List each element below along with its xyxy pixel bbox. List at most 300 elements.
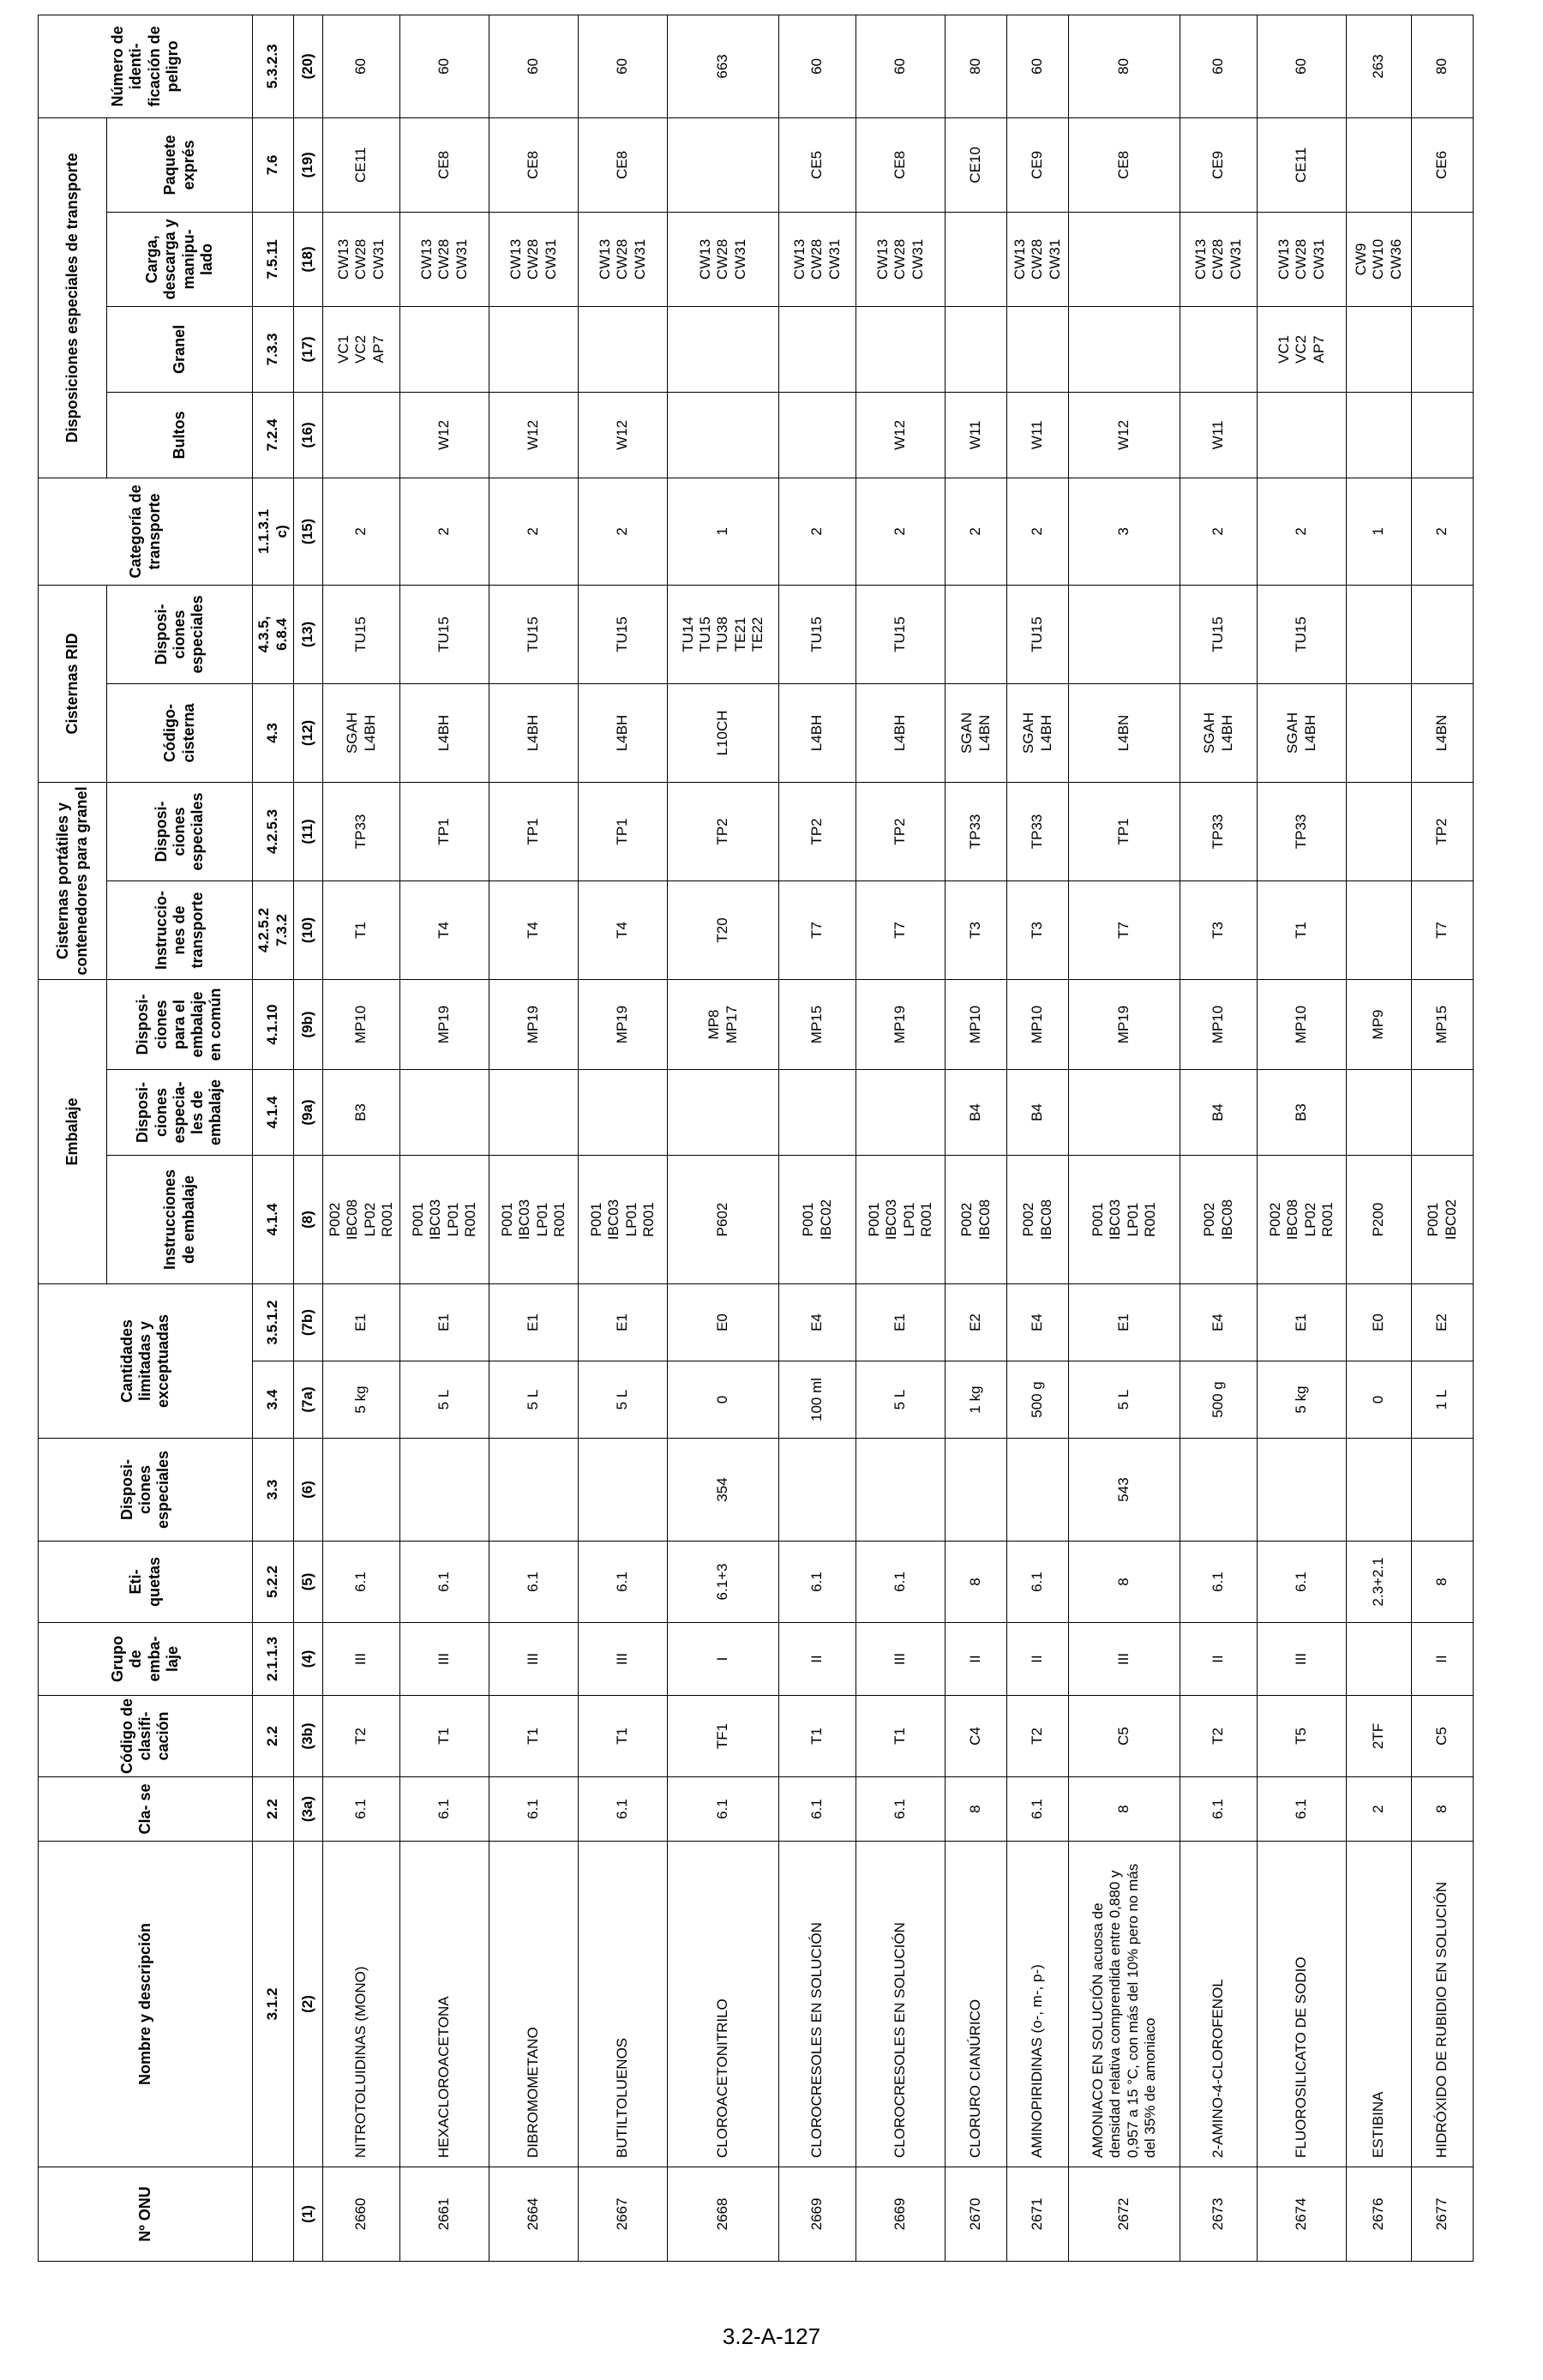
table-cell: 2 (946, 478, 1007, 585)
table-row (668, 15, 779, 2261)
table-cell: B4 (1180, 1070, 1258, 1156)
table-cell: 663 (668, 15, 779, 117)
table-row (400, 15, 489, 2261)
table-cell: L4BH (779, 683, 856, 782)
table-cell: TP33 (1258, 782, 1347, 880)
un-number-cell: 2677 (1412, 2167, 1474, 2262)
table-cell (779, 392, 856, 478)
table-cell: III (856, 1623, 946, 1696)
table-cell: E2 (1412, 1284, 1474, 1361)
table-cell: TU15 (400, 585, 489, 683)
table-row (579, 15, 668, 2261)
table-cell: CE8 (489, 117, 579, 212)
table-cell: T20 (668, 880, 779, 979)
table-cell: TF1 (668, 1696, 779, 1777)
table-cell: C5 (1069, 1696, 1180, 1777)
column-number: (13) (294, 585, 323, 683)
table-cell: TP33 (1180, 782, 1258, 880)
table-cell (323, 1439, 400, 1542)
header-cisternas-rid: Cisternas RID (39, 585, 107, 782)
table-cell: T2 (323, 1696, 400, 1777)
table-cell: 6.1 (323, 1542, 400, 1623)
table-cell: T1 (779, 1696, 856, 1777)
table-cell: P200 (1347, 1156, 1412, 1284)
table-cell: 2 (1258, 478, 1347, 585)
table-cell: T7 (856, 880, 946, 979)
table-cell (779, 306, 856, 392)
table-cell (856, 1439, 946, 1542)
table-cell (489, 306, 579, 392)
table-cell: CW13 CW28 CW31 (1007, 212, 1069, 306)
table-cell: MP19 (489, 979, 579, 1069)
table-cell: L4BN (1069, 683, 1180, 782)
table-cell: TP2 (779, 782, 856, 880)
table-cell: 8 (946, 1542, 1007, 1623)
header-instrucciones-embalaje: Instrucciones de embalaje (107, 1156, 253, 1284)
table-cell: B3 (323, 1070, 400, 1156)
header-carga: Carga, descarga y manipu- lado (107, 212, 253, 306)
table-cell: SGAH L4BH (1180, 683, 1258, 782)
table-cell: 5 L (400, 1361, 489, 1439)
table-cell: L4BH (489, 683, 579, 782)
table-cell: CE6 (1412, 117, 1474, 212)
name-cell: CLORURO CIANÚRICO (946, 1842, 1007, 2167)
table-cell: 5 L (1069, 1361, 1180, 1439)
section-ref: 2.1.1.3 (253, 1623, 294, 1696)
table-cell: 60 (779, 15, 856, 117)
table-cell: T4 (489, 880, 579, 979)
table-cell: 2 (579, 478, 668, 585)
table-cell: 354 (668, 1439, 779, 1542)
table-cell: E4 (1180, 1284, 1258, 1361)
table-cell (1412, 392, 1474, 478)
table-cell (323, 392, 400, 478)
table-cell: TP1 (1069, 782, 1180, 880)
header-disposiciones-transporte: Disposiciones especiales de transporte (39, 117, 107, 478)
table-cell: P002 IBC08 (946, 1156, 1007, 1284)
table-cell: 8 (1069, 1542, 1180, 1623)
table-cell: 60 (1180, 15, 1258, 117)
table-cell (1412, 1439, 1474, 1542)
table-cell (1007, 1439, 1069, 1542)
un-number-cell: 2664 (489, 2167, 579, 2262)
un-number-cell: 2667 (579, 2167, 668, 2262)
table-cell: 6.1 (1007, 1542, 1069, 1623)
table-cell: E2 (946, 1284, 1007, 1361)
header-instr-transporte: Instruccio- nes de transporte (107, 880, 253, 979)
table-cell: P002 IBC08 (1180, 1156, 1258, 1284)
table-cell: T1 (489, 1696, 579, 1777)
table-cell: MP10 (1258, 979, 1347, 1069)
table-cell: 6.1 (856, 1542, 946, 1623)
table-cell: CW13 CW28 CW31 (856, 212, 946, 306)
table-cell: 1 L (1412, 1361, 1474, 1439)
table-cell: 6.1+3 (668, 1542, 779, 1623)
table-cell (1412, 306, 1474, 392)
table-cell: 6.1 (400, 1542, 489, 1623)
table-cell: 8 (1412, 1542, 1474, 1623)
name-cell: NITROTOLUIDINAS (MONO) (323, 1842, 400, 2167)
table-cell: 6.1 (1258, 1777, 1347, 1842)
table-cell (1347, 782, 1412, 880)
column-number: (16) (294, 392, 323, 478)
table-cell (856, 306, 946, 392)
un-number-cell: 2669 (779, 2167, 856, 2262)
table-cell: 60 (323, 15, 400, 117)
table-cell: CE11 (1258, 117, 1347, 212)
table-cell: 1 kg (946, 1361, 1007, 1439)
table-cell: 2 (779, 478, 856, 585)
table-cell: W12 (856, 392, 946, 478)
table-cell: III (1069, 1623, 1180, 1696)
table-cell: TU15 (579, 585, 668, 683)
table-cell: CE9 (1007, 117, 1069, 212)
column-number: (12) (294, 683, 323, 782)
column-number-row (294, 15, 323, 2261)
table-cell: 80 (946, 15, 1007, 117)
table-cell: III (489, 1623, 579, 1696)
table-cell: II (1180, 1623, 1258, 1696)
table-cell: 6.1 (400, 1777, 489, 1842)
table-cell: TP33 (323, 782, 400, 880)
un-number-cell: 2660 (323, 2167, 400, 2262)
table-cell: 60 (489, 15, 579, 117)
table-cell: CW9 CW10 CW36 (1347, 212, 1412, 306)
section-ref: 4.3.5, 6.8.4 (253, 585, 294, 683)
table-cell: CE5 (779, 117, 856, 212)
table-cell: L4BH (856, 683, 946, 782)
table-cell: P001 IBC02 (779, 1156, 856, 1284)
column-number: (11) (294, 782, 323, 880)
table-cell: 500 g (1007, 1361, 1069, 1439)
page-number: 3.2-A-127 (722, 2323, 821, 2349)
table-cell: T7 (1412, 880, 1474, 979)
table-cell (1347, 1439, 1412, 1542)
table-cell: E1 (856, 1284, 946, 1361)
header-disp-cisternas-portatiles: Disposi- ciones especiales (107, 782, 253, 880)
table-cell: 2 (1007, 478, 1069, 585)
table-row (1412, 15, 1474, 2261)
table-cell: 6.1 (668, 1777, 779, 1842)
table-cell (400, 1070, 489, 1156)
table-cell: TU15 (323, 585, 400, 683)
table-cell (1069, 212, 1180, 306)
table-cell: T2 (1007, 1696, 1069, 1777)
table-cell (1412, 1070, 1474, 1156)
header-codigo: Código de clasifi- cación (39, 1696, 253, 1777)
table-row (779, 15, 856, 2261)
table-cell: TU14 TU15 TU38 TE21 TE22 (668, 585, 779, 683)
table-cell: III (323, 1623, 400, 1696)
section-ref: 5.2.2 (253, 1542, 294, 1623)
table-cell: SGAH L4BH (1258, 683, 1347, 782)
table-cell: W12 (400, 392, 489, 478)
table-cell: W11 (1180, 392, 1258, 478)
table-cell: VC1 VC2 AP7 (323, 306, 400, 392)
table-cell: CW13 CW28 CW31 (668, 212, 779, 306)
table-cell: 60 (1007, 15, 1069, 117)
table-cell: E1 (489, 1284, 579, 1361)
table-cell: SGAH L4BH (323, 683, 400, 782)
table-cell: 2 (856, 478, 946, 585)
section-ref: 2.2 (253, 1696, 294, 1777)
rotated-table-frame (38, 15, 1459, 2262)
table-cell: C5 (1412, 1696, 1474, 1777)
table-cell: 80 (1412, 15, 1474, 117)
table-cell: 60 (400, 15, 489, 117)
table-cell: 8 (1069, 1777, 1180, 1842)
table-cell (946, 585, 1007, 683)
column-number: (5) (294, 1542, 323, 1623)
table-cell: III (579, 1623, 668, 1696)
table-cell: TP33 (946, 782, 1007, 880)
table-cell (489, 1070, 579, 1156)
table-cell: 5 L (856, 1361, 946, 1439)
table-cell: CE11 (323, 117, 400, 212)
table-cell: T7 (1069, 880, 1180, 979)
table-cell: 8 (946, 1777, 1007, 1842)
table-cell: P001 IBC03 LP01 R001 (489, 1156, 579, 1284)
table-cell: P001 IBC03 LP01 R001 (400, 1156, 489, 1284)
table-cell (1258, 1439, 1347, 1542)
table-row (1180, 15, 1258, 2261)
table-cell (668, 306, 779, 392)
table-row (1069, 15, 1180, 2261)
table-cell (946, 212, 1007, 306)
table-cell: E0 (1347, 1284, 1412, 1361)
table-cell: E1 (1069, 1284, 1180, 1361)
table-cell: CW13 CW28 CW31 (1180, 212, 1258, 306)
table-row (1007, 15, 1069, 2261)
table-cell: CE8 (400, 117, 489, 212)
table-cell: 8 (1412, 1777, 1474, 1842)
table-cell: TP33 (1007, 782, 1069, 880)
section-ref: 4.2.5.2 7.3.2 (253, 880, 294, 979)
table-cell: L4BH (579, 683, 668, 782)
name-cell: AMINOPIRIDINAS (o-, m-, p-) (1007, 1842, 1069, 2167)
table-cell (1347, 683, 1412, 782)
table-cell: T3 (1007, 880, 1069, 979)
table-cell (668, 117, 779, 212)
table-cell (579, 306, 668, 392)
table-cell: 1 (668, 478, 779, 585)
table-cell: 2TF (1347, 1696, 1412, 1777)
table-cell: I (668, 1623, 779, 1696)
header-codigo-cisterna: Código- cisterna (107, 683, 253, 782)
table-cell: III (1258, 1623, 1347, 1696)
table-cell: II (1412, 1623, 1474, 1696)
column-number: (6) (294, 1439, 323, 1542)
table-cell (1347, 585, 1412, 683)
table-cell: W12 (579, 392, 668, 478)
table-cell: TP2 (668, 782, 779, 880)
table-cell: T7 (779, 880, 856, 979)
table-cell: MP8 MP17 (668, 979, 779, 1069)
table-cell: MP19 (1069, 979, 1180, 1069)
table-cell: W12 (489, 392, 579, 478)
section-ref: 3.1.2 (253, 1842, 294, 2167)
table-cell: 6.1 (779, 1777, 856, 1842)
table-cell: CE8 (1069, 117, 1180, 212)
table-cell: CW13 CW28 CW31 (579, 212, 668, 306)
name-cell: HIDRÓXIDO DE RUBIDIO EN SOLUCIÓN (1412, 1842, 1474, 2167)
section-ref: 4.2.5.3 (253, 782, 294, 880)
header-granel: Granel (107, 306, 253, 392)
table-cell: TU15 (1258, 585, 1347, 683)
section-ref: 7.6 (253, 117, 294, 212)
table-cell: 80 (1069, 15, 1180, 117)
name-cell: CLOROCRESOLES EN SOLUCIÓN (779, 1842, 856, 2167)
table-cell (1069, 306, 1180, 392)
table-cell (1347, 117, 1412, 212)
header-paquete: Paquete exprés (107, 117, 253, 212)
un-number-cell: 2676 (1347, 2167, 1412, 2262)
table-cell: TU15 (489, 585, 579, 683)
un-number-cell: 2661 (400, 2167, 489, 2262)
section-ref: 2.2 (253, 1777, 294, 1842)
table-cell: B4 (1007, 1070, 1069, 1156)
table-cell: II (1007, 1623, 1069, 1696)
column-number: (7b) (294, 1284, 323, 1361)
section-ref: 4.1.4 (253, 1070, 294, 1156)
table-cell: 100 ml (779, 1361, 856, 1439)
table-cell (400, 306, 489, 392)
table-cell: 0 (668, 1361, 779, 1439)
header-cantidades: Cantidades limitadas y exceptuadas (39, 1284, 253, 1439)
table-cell: CE10 (946, 117, 1007, 212)
table-cell: 2 (489, 478, 579, 585)
table-cell: L4BH (400, 683, 489, 782)
table-cell: 0 (1347, 1361, 1412, 1439)
table-row (856, 15, 946, 2261)
table-cell (1069, 1070, 1180, 1156)
header-embalaje: Embalaje (39, 979, 107, 1283)
table-cell: 60 (579, 15, 668, 117)
table-cell: SGAN L4BN (946, 683, 1007, 782)
table-cell: CE8 (856, 117, 946, 212)
table-cell (489, 1439, 579, 1542)
name-cell: DIBROMOMETANO (489, 1842, 579, 2167)
table-cell (1180, 1439, 1258, 1542)
un-number-cell: 2670 (946, 2167, 1007, 2262)
table-cell: CW13 CW28 CW31 (489, 212, 579, 306)
table-cell: T1 (400, 1696, 489, 1777)
table-cell (1007, 306, 1069, 392)
dangerous-goods-table (38, 15, 1474, 2262)
name-cell: CLOROACETONITRILO (668, 1842, 779, 2167)
table-cell: 2 (1347, 1777, 1412, 1842)
section-ref: 3.4 (253, 1361, 294, 1439)
table-cell: MP15 (1412, 979, 1474, 1069)
table-row (1258, 15, 1347, 2261)
table-cell: 6.1 (489, 1777, 579, 1842)
table-row (1347, 15, 1412, 2261)
table-cell: MP10 (946, 979, 1007, 1069)
header-clase: Cla- se (39, 1777, 253, 1842)
section-ref: 7.5.11 (253, 212, 294, 306)
table-cell: VC1 VC2 AP7 (1258, 306, 1347, 392)
column-number: (4) (294, 1623, 323, 1696)
header-disp-especiales: Disposi- ciones especiales (39, 1439, 253, 1542)
table-cell: E0 (668, 1284, 779, 1361)
table-cell: 5 L (489, 1361, 579, 1439)
table-cell (946, 306, 1007, 392)
table-cell: 6.1 (1180, 1542, 1258, 1623)
table-cell: TP2 (856, 782, 946, 880)
table-cell: SGAH L4BH (1007, 683, 1069, 782)
table-cell (1347, 1070, 1412, 1156)
table-cell: P602 (668, 1156, 779, 1284)
table-cell: 543 (1069, 1439, 1180, 1542)
table-cell: E4 (779, 1284, 856, 1361)
table-cell: 6.1 (489, 1542, 579, 1623)
header-grupo: Grupo de emba- laje (39, 1623, 253, 1696)
table-cell: 60 (856, 15, 946, 117)
table-cell: T1 (1258, 880, 1347, 979)
table-cell: MP19 (400, 979, 489, 1069)
table-cell: TP1 (400, 782, 489, 880)
un-number-cell: 2668 (668, 2167, 779, 2262)
table-cell (668, 392, 779, 478)
header-disp-rid: Disposi- ciones especiales (107, 585, 253, 683)
table-row (323, 15, 400, 2261)
un-number-cell: 2671 (1007, 2167, 1069, 2262)
table-cell (1069, 585, 1180, 683)
table-cell: B4 (946, 1070, 1007, 1156)
header-peligro: Número de identi- ficación de peligro (39, 15, 253, 117)
column-number: (7a) (294, 1361, 323, 1439)
table-cell: 2 (1412, 478, 1474, 585)
table-cell: 2 (400, 478, 489, 585)
column-number: (19) (294, 117, 323, 212)
table-cell: T3 (1180, 880, 1258, 979)
table-cell (1258, 392, 1347, 478)
table-cell: II (779, 1623, 856, 1696)
section-ref: 1.1.3.1 c) (253, 478, 294, 585)
column-number: (9a) (294, 1070, 323, 1156)
table-cell (1347, 880, 1412, 979)
table-cell: 500 g (1180, 1361, 1258, 1439)
table-cell: E4 (1007, 1284, 1069, 1361)
table-cell (668, 1070, 779, 1156)
un-number-cell: 2674 (1258, 2167, 1347, 2262)
table-cell: T5 (1258, 1696, 1347, 1777)
table-cell: 6.1 (579, 1777, 668, 1842)
section-ref: 5.3.2.3 (253, 15, 294, 117)
table-cell: T3 (946, 880, 1007, 979)
column-number: (18) (294, 212, 323, 306)
table-cell (579, 1070, 668, 1156)
table-cell: TP1 (579, 782, 668, 880)
table-row (489, 15, 579, 2261)
name-cell: AMONIACO EN SOLUCIÓN acuosa de densidad relativa comprendida entre 0,880 y 0,957 a 15 °C, con más del 10% pero no más del 35% de amoniaco (1069, 1842, 1180, 2167)
table-cell: P001 IBC03 LP01 R001 (1069, 1156, 1180, 1284)
header-nombre: Nombre y descripción (39, 1842, 253, 2167)
table-cell: 5 L (579, 1361, 668, 1439)
rotated-table-container (38, 15, 1459, 2262)
table-cell: III (400, 1623, 489, 1696)
header-disp-comun: Disposi- ciones para el embalaje en común (107, 979, 253, 1069)
table-cell: P001 IBC02 (1412, 1156, 1474, 1284)
table-cell: 2 (1180, 478, 1258, 585)
table-cell: MP19 (579, 979, 668, 1069)
name-cell: HEXACLOROACETONA (400, 1842, 489, 2167)
table-cell: T2 (1180, 1696, 1258, 1777)
table-cell: MP19 (856, 979, 946, 1069)
column-number: (3b) (294, 1696, 323, 1777)
table-cell: 6.1 (579, 1542, 668, 1623)
table-cell: W11 (946, 392, 1007, 478)
